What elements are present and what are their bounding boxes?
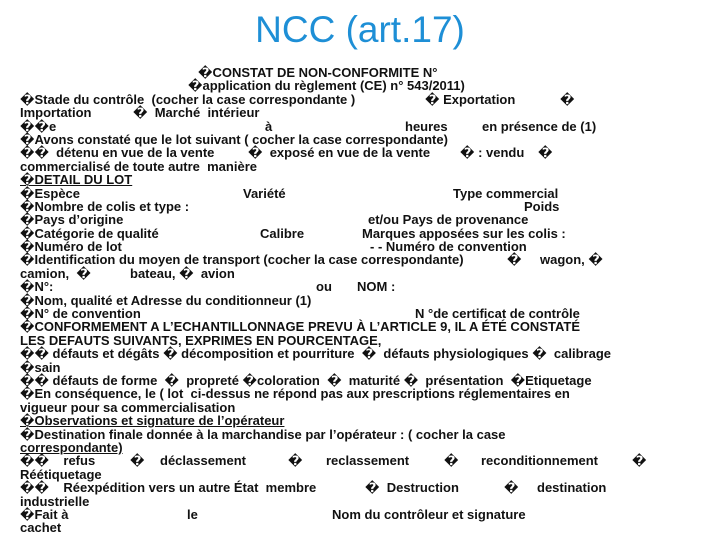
form-text: NOM : (357, 279, 396, 295)
form-text: destination (537, 480, 607, 496)
form-text: �Identification du moyen de transport (cocher la case correspondante) (20, 252, 464, 268)
form-text: N °de certificat de contrôle (415, 306, 580, 322)
form-text: �Fait à (20, 506, 69, 522)
form-text: bateau, � avion (130, 265, 235, 281)
form-text: �application du règlement (CE) n° 543/2011) (188, 78, 465, 94)
form-text: �N°: (20, 279, 54, 295)
form-text: �N° de convention (20, 306, 141, 322)
form-text: Réétiquetage (20, 466, 102, 482)
form-text: �� défauts de forme � propreté �coloration � maturité � présentation �Etiquetage (20, 372, 592, 388)
form-text: LES DEFAUTS SUIVANTS, EXPRIMES EN POURCENTAGE, (20, 332, 382, 348)
form-line (20, 187, 710, 200)
form-text: � (538, 145, 553, 161)
form-line (20, 79, 710, 92)
form-text: et/ou Pays de provenance (368, 212, 529, 228)
form-text: �Catégorie de qualité (20, 225, 159, 241)
form-text: reclassement (326, 453, 410, 469)
form-text: vigueur pour sa commercialisation (20, 399, 236, 415)
form-text: �Nombre de colis et type : (20, 198, 190, 214)
form-text: Nom du contrôleur et signature (332, 506, 526, 522)
form-text: �DETAIL DU LOT (20, 172, 133, 188)
form-text: �� détenu en vue de la vente (20, 145, 215, 161)
form-line (20, 508, 710, 521)
form-text: �CONSTAT DE NON-CONFORMITE N° (198, 65, 438, 80)
form-text: le (187, 506, 198, 522)
form-line (20, 240, 710, 253)
form-line (20, 93, 710, 106)
nonconformity-form (20, 66, 710, 535)
form-line (20, 347, 710, 360)
form-text: ��e (20, 118, 57, 134)
form-text: Variété (243, 185, 286, 201)
form-line (20, 401, 710, 414)
form-line (20, 374, 710, 387)
form-text: à (265, 118, 273, 134)
form-line (20, 173, 710, 186)
form-text: �Avons constaté que le lot suivant ( cocher la case correspondante) (20, 131, 448, 147)
form-line (20, 481, 710, 494)
form-line (20, 414, 710, 427)
form-text: � Exportation (425, 91, 516, 107)
form-text: � (632, 453, 647, 469)
form-line (20, 66, 710, 79)
form-text: �� défauts et dégâts � décomposition et pourriture � défauts physiologiques � calibrage (20, 346, 612, 362)
form-text: Marques apposées sur les colis : (362, 225, 566, 241)
form-text: �En conséquence, le ( lot ci-dessus ne répond pas aux prescriptions réglementaires en (20, 386, 570, 402)
form-text: �� Réexpédition vers un autre État membre (20, 480, 317, 496)
form-text: Importation (20, 105, 92, 121)
form-line (20, 387, 710, 400)
form-text: commercialisé de toute autre manière (20, 158, 257, 174)
form-text: � (444, 453, 459, 469)
form-text: camion, � (20, 265, 91, 281)
form-text: � Marché intérieur (133, 105, 260, 121)
form-text: Poids (524, 198, 560, 214)
form-line (20, 495, 710, 508)
form-text: reconditionnement (481, 453, 599, 469)
form-text: ou (316, 279, 332, 295)
form-line (20, 454, 710, 467)
form-line (20, 428, 710, 441)
form-text: Type commercial (453, 185, 559, 201)
form-text: déclassement (160, 453, 246, 469)
form-line (20, 160, 710, 173)
form-text: � (504, 480, 519, 496)
form-text: � (560, 91, 575, 107)
form-text: �Nom, qualité et Adresse du conditionneur (1) (20, 292, 312, 308)
form-line (20, 267, 710, 280)
form-line (20, 213, 710, 226)
form-line (20, 307, 710, 320)
form-text: industrielle (20, 493, 90, 509)
form-text: �Espèce (20, 185, 81, 201)
form-line (20, 106, 710, 119)
form-text: � (130, 453, 145, 469)
form-text: � (507, 252, 522, 268)
form-line (20, 146, 710, 159)
form-line (20, 320, 710, 333)
form-text: � exposé en vue de la vente (248, 145, 431, 161)
form-line (20, 361, 710, 374)
form-line (20, 120, 710, 133)
form-text: - - Numéro de convention (370, 239, 527, 255)
form-text: �Pays d’origine (20, 212, 124, 228)
slide-title: NCC (art.17) (255, 9, 465, 50)
form-text: �Stade du contrôle (cocher la case correspondante ) (20, 91, 356, 107)
form-text: �� refus (20, 453, 96, 469)
form-text: en présence de (1) (482, 118, 597, 134)
form-text: � : vendu (460, 145, 525, 161)
form-line (20, 521, 710, 534)
form-line (20, 294, 710, 307)
form-line (20, 280, 710, 293)
form-line (20, 227, 710, 240)
form-line (20, 441, 710, 454)
form-text: �Destination finale donnée à la marchandise par l’opérateur : ( cocher la case (20, 426, 506, 442)
form-text: � Destruction (365, 480, 459, 496)
form-text: heures (405, 118, 448, 134)
form-line (20, 253, 710, 266)
form-line (20, 200, 710, 213)
form-text: Calibre (260, 225, 305, 241)
form-text: correspondante) (20, 439, 123, 455)
form-text: �sain (20, 359, 61, 375)
form-line (20, 468, 710, 481)
form-text: cachet (20, 520, 62, 536)
form-text: �CONFORMEMENT A L’ECHANTILLONNAGE PREVU À L’ARTICLE 9, IL A ÉTÉ CONSTATÉ (20, 319, 581, 335)
form-line (20, 334, 710, 347)
form-text: �Observations et signature de l’opérateur (20, 413, 285, 429)
form-text: � (288, 453, 303, 469)
form-line (20, 133, 710, 146)
form-text: �Numéro de lot (20, 239, 122, 255)
form-text: wagon, � (540, 252, 603, 268)
